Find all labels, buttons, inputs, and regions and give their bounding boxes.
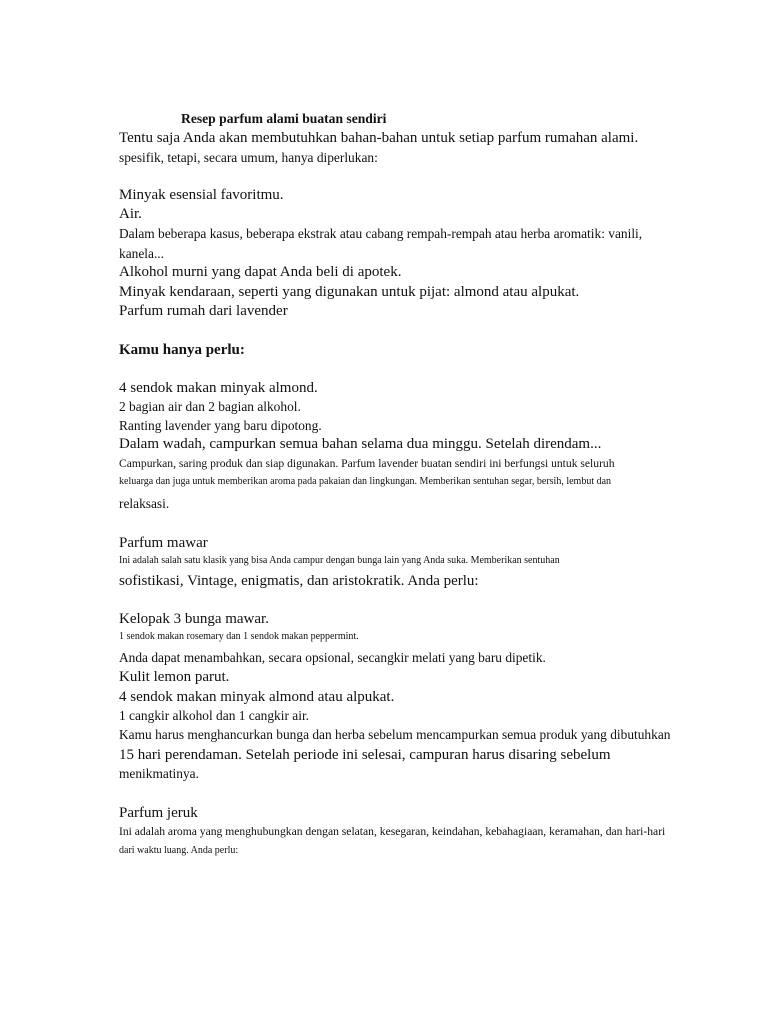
rose-line-7: 4 sendok makan minyak almond atau alpukat. bbox=[119, 689, 395, 705]
ingredient-line-6: Minyak kendaraan, seperti yang digunakan untuk pijat: almond atau alpukat. bbox=[119, 284, 580, 300]
citrus-line-1: Ini adalah aroma yang menghubungkan dengan selatan, kesegaran, keindahan, kebahagiaan, keramahan, dan hari-hari bbox=[119, 825, 666, 838]
intro-line-2: spesifik, tetapi, secara umum, hanya diperlukan: bbox=[119, 150, 378, 165]
citrus-heading: Parfum jeruk bbox=[119, 805, 198, 821]
lavender-line-4: Dalam wadah, campurkan semua bahan selama dua minggu. Setelah direndam... bbox=[119, 436, 602, 452]
ingredient-line-5: Alkohol murni yang dapat Anda beli di apotek. bbox=[119, 264, 402, 280]
rose-line-4: 1 sendok makan rosemary dan 1 sendok makan peppermint. bbox=[119, 631, 359, 642]
lavender-line-1: 4 sendok makan minyak almond. bbox=[119, 380, 318, 396]
citrus-line-2: dari waktu luang. Anda perlu: bbox=[119, 845, 239, 856]
lavender-line-7: relaksasi. bbox=[119, 496, 170, 511]
rose-line-3: Kelopak 3 bunga mawar. bbox=[119, 611, 269, 627]
lavender-line-5: Campurkan, saring produk dan siap digunakan. Parfum lavender buatan sendiri ini berfungsi untuk seluruh bbox=[119, 457, 615, 470]
rose-line-8: 1 cangkir alkohol dan 1 cangkir air. bbox=[119, 708, 310, 723]
rose-heading: Parfum mawar bbox=[119, 535, 208, 551]
ingredient-line-2: Air. bbox=[119, 206, 142, 222]
rose-line-9: Kamu harus menghancurkan bunga dan herba sebelum mencampurkan semua produk yang dibutuhkan bbox=[119, 727, 671, 742]
rose-line-6: Kulit lemon parut. bbox=[119, 669, 230, 685]
rose-line-10: 15 hari perendaman. Setelah periode ini selesai, campuran harus disaring sebelum bbox=[119, 747, 611, 763]
ingredient-line-1: Minyak esensial favoritmu. bbox=[119, 187, 284, 203]
lavender-line-3: Ranting lavender yang baru dipotong. bbox=[119, 418, 322, 433]
rose-line-11: menikmatinya. bbox=[119, 766, 199, 781]
ingredient-line-3: Dalam beberapa kasus, beberapa ekstrak atau cabang rempah-rempah atau herba aromatik: vanili, bbox=[119, 226, 643, 241]
intro-line-1: Tentu saja Anda akan membutuhkan bahan-bahan untuk setiap parfum rumahan alami. bbox=[119, 130, 639, 146]
rose-line-2: sofistikasi, Vintage, enigmatis, dan aristokratik. Anda perlu: bbox=[119, 573, 479, 589]
lavender-line-2: 2 bagian air dan 2 bagian alkohol. bbox=[119, 399, 301, 414]
rose-line-1: Ini adalah salah satu klasik yang bisa Anda campur dengan bunga lain yang Anda suka. Memberikan sentuhan bbox=[119, 555, 560, 566]
ingredient-line-7: Parfum rumah dari lavender bbox=[119, 303, 288, 319]
lavender-heading: Kamu hanya perlu: bbox=[119, 342, 245, 358]
ingredient-line-4: kanela... bbox=[119, 246, 164, 261]
lavender-line-6: keluarga dan juga untuk memberikan aroma pada pakaian dan lingkungan. Memberikan sentuhan segar, bersih, lembut dan bbox=[119, 476, 612, 487]
rose-line-5: Anda dapat menambahkan, secara opsional, secangkir melati yang baru dipetik. bbox=[119, 650, 546, 665]
document-title: Resep parfum alami buatan sendiri bbox=[181, 111, 387, 126]
